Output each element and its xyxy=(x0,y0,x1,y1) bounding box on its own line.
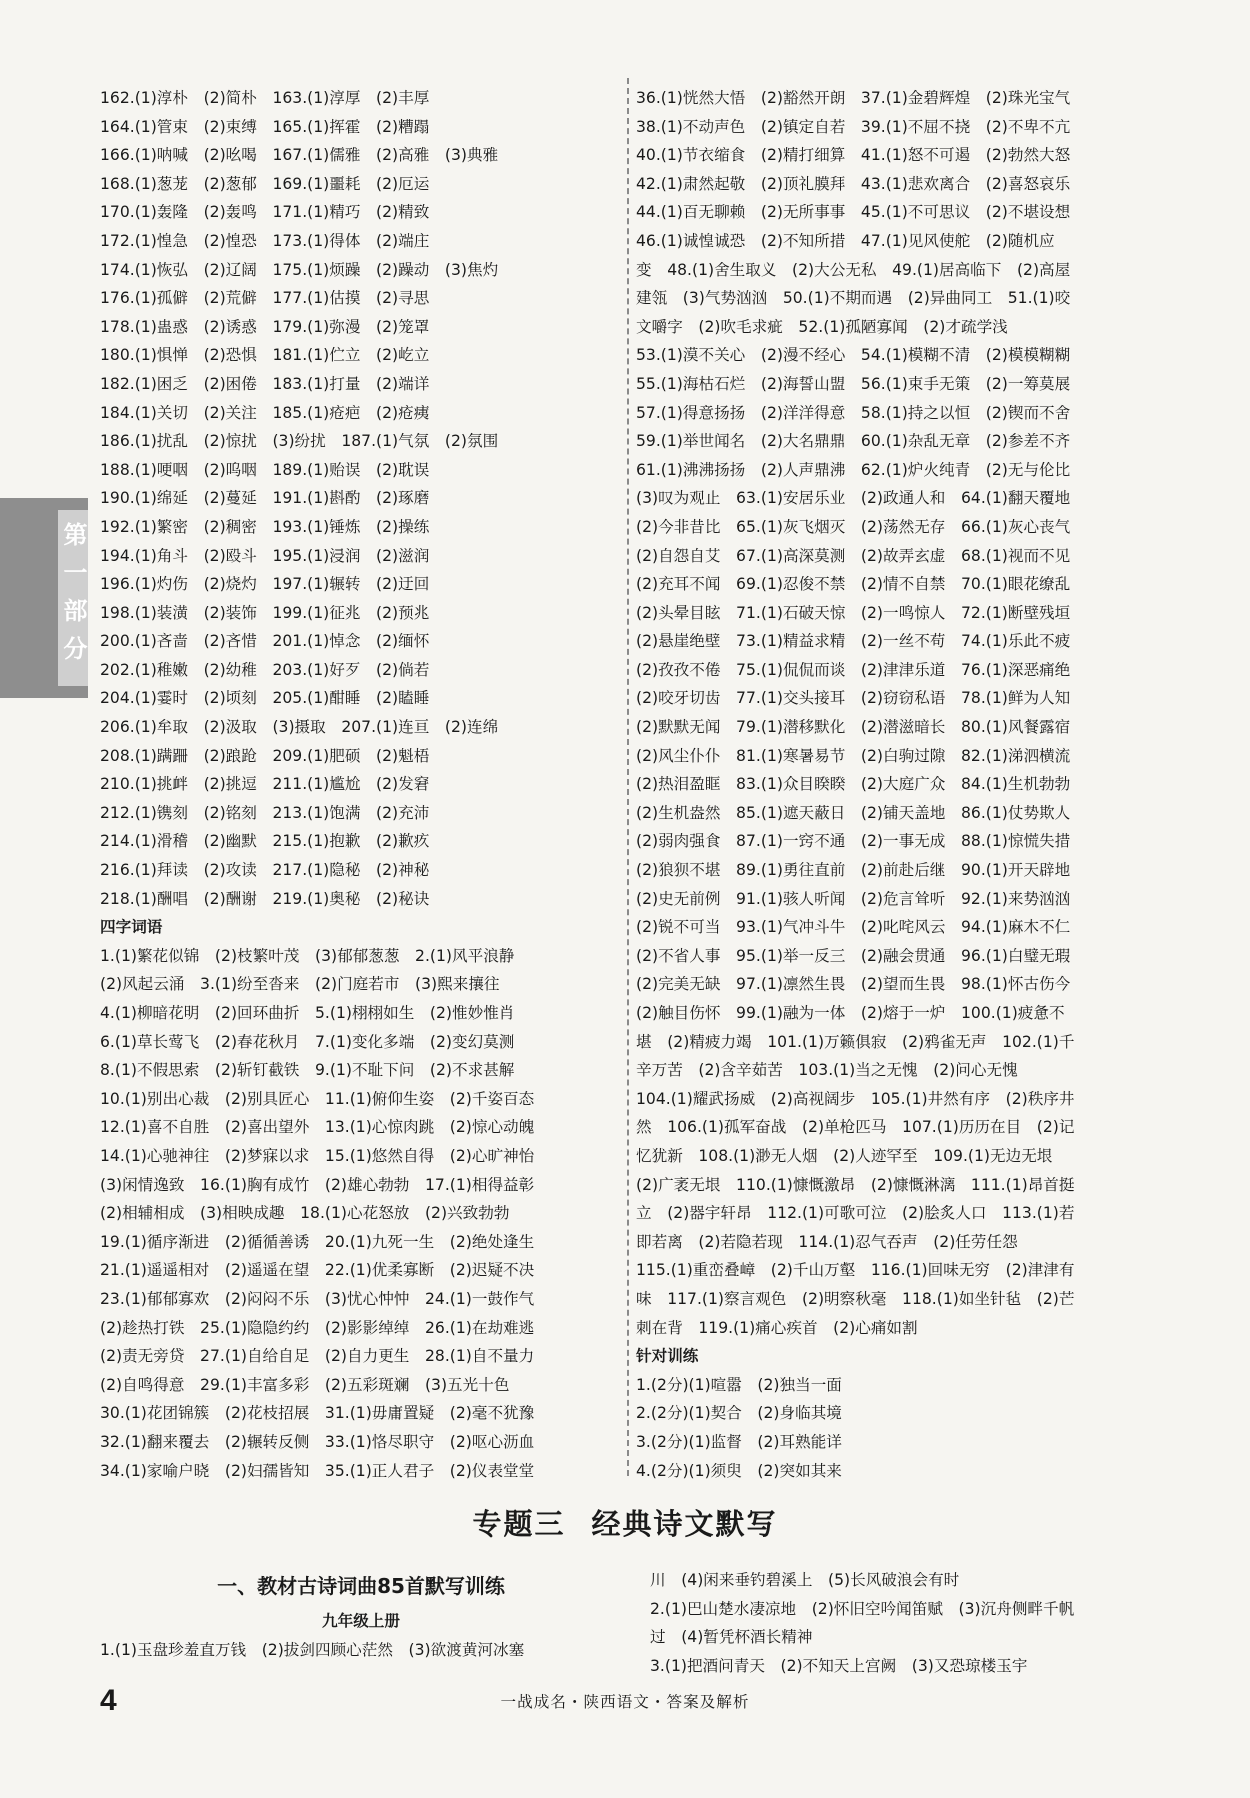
answer-line: 57.(1)得意扬扬 (2)洋洋得意 58.(1)持之以恒 (2)锲而不舍 xyxy=(636,403,1071,422)
idiom-answer-line: 4.(1)柳暗花明 (2)回环曲折 5.(1)栩栩如生 (2)惟妙惟肖 xyxy=(100,1004,515,1022)
answer-line: 192.(1)繁密 (2)稠密 193.(1)锤炼 (2)操练 xyxy=(100,517,430,536)
bottom-right-block xyxy=(650,1566,1150,1680)
answer-line: 建瓴 (3)气势汹汹 50.(1)不期而遇 (2)异曲同工 51.(1)咬 xyxy=(636,289,1071,308)
training-answer-line: 3.(2分)(1)监督 (2)耳熟能详 xyxy=(636,1432,842,1451)
answer-line: 变 48.(1)舍生取义 (2)大公无私 49.(1)居高临下 (2)高屋 xyxy=(636,260,1071,279)
column-divider xyxy=(627,78,629,1476)
idiom-answer-line: 14.(1)心驰神往 (2)梦寐以求 15.(1)悠然自得 (2)心旷神怡 xyxy=(100,1146,535,1165)
topic-text: 经典诗文默写 xyxy=(591,1507,778,1541)
answer-line: 180.(1)惧惮 (2)恐惧 181.(1)伫立 (2)屹立 xyxy=(100,346,430,365)
answer-line: (2)悬崖绝壁 73.(1)精益求精 (2)一丝不苟 74.(1)乐此不疲 xyxy=(636,632,1071,651)
answer-line: (2)生机盎然 85.(1)遮天蔽日 (2)铺天盖地 86.(1)仗势欺人 xyxy=(636,803,1071,822)
answer-line: 212.(1)镌刻 (2)铭刻 213.(1)饱满 (2)充沛 xyxy=(100,803,430,822)
answer-line: 196.(1)灼伤 (2)烧灼 197.(1)辗转 (2)迂回 xyxy=(100,575,430,594)
poetry-answer-line: 川 (4)闲来垂钓碧溪上 (5)长风破浪会有时 xyxy=(650,1571,960,1589)
answer-line: (2)孜孜不倦 75.(1)侃侃而谈 (2)津津乐道 76.(1)深恶痛绝 xyxy=(636,660,1071,679)
answer-line: (2)充耳不闻 69.(1)忍俊不禁 (2)情不自禁 70.(1)眼花缭乱 xyxy=(636,575,1071,594)
idiom-answer-line: (2)自鸣得意 29.(1)丰富多彩 (2)五彩斑斓 (3)五光十色 xyxy=(100,1375,510,1394)
answer-line: 46.(1)诚惶诚恐 (2)不知所措 47.(1)见风使舵 (2)随机应 xyxy=(636,231,1055,250)
answer-line: 208.(1)蹒跚 (2)踉跄 209.(1)肥硕 (2)魁梧 xyxy=(100,746,430,765)
answer-line: 104.(1)耀武扬威 (2)高视阔步 105.(1)井然有序 (2)秩序井 xyxy=(636,1089,1075,1108)
topic-title xyxy=(100,1496,1150,1552)
answer-line: 182.(1)困乏 (2)困倦 183.(1)打量 (2)端详 xyxy=(100,374,430,393)
idiom-answer-line: 1.(1)繁花似锦 (2)枝繁叶茂 (3)郁郁葱葱 2.(1)风平浪静 xyxy=(100,946,515,965)
answer-line: (2)自怨自艾 67.(1)高深莫测 (2)故弄玄虚 68.(1)视而不见 xyxy=(636,546,1071,565)
idiom-answer-line: 12.(1)喜不自胜 (2)喜出望外 13.(1)心惊肉跳 (2)惊心动魄 xyxy=(100,1118,535,1137)
answer-line: (2)广袤无垠 110.(1)慷慨激昂 (2)慷慨淋漓 111.(1)昂首挺 xyxy=(636,1175,1075,1194)
answer-line: 214.(1)滑稽 (2)幽默 215.(1)抱歉 (2)歉疚 xyxy=(100,832,430,851)
topic-label: 专题三 xyxy=(472,1507,566,1541)
answer-line: 44.(1)百无聊赖 (2)无所事事 45.(1)不可思议 (2)不堪设想 xyxy=(636,203,1071,222)
answer-line: 38.(1)不动声色 (2)镇定自若 39.(1)不屈不挠 (2)不卑不亢 xyxy=(636,117,1071,136)
answer-line: 206.(1)牟取 (2)汲取 (3)摄取 207.(1)连亘 (2)连绵 xyxy=(100,718,499,737)
idiom-answer-line: 8.(1)不假思索 (2)斩钉截铁 9.(1)不耻下问 (2)不求甚解 xyxy=(100,1061,515,1080)
answer-line: 53.(1)漠不关心 (2)漫不经心 54.(1)模糊不清 (2)模模糊糊 xyxy=(636,346,1071,365)
bottom-left-block xyxy=(100,1566,622,1665)
answer-line: 61.(1)沸沸扬扬 (2)人声鼎沸 62.(1)炉火纯青 (2)无与伦比 xyxy=(636,460,1071,479)
answer-line: (2)史无前例 91.(1)骇人听闻 (2)危言耸听 92.(1)来势汹汹 xyxy=(636,889,1071,908)
answer-line: (2)锐不可当 93.(1)气冲斗牛 (2)叱咤风云 94.(1)麻木不仁 xyxy=(636,918,1071,937)
idiom-answer-line: 21.(1)遥遥相对 (2)遥遥在望 22.(1)优柔寡断 (2)迟疑不决 xyxy=(100,1261,535,1280)
page-footer: 一战成名・陕西语文・答案及解析 xyxy=(500,1693,750,1711)
answer-line: 162.(1)淳朴 (2)简朴 163.(1)淳厚 (2)丰厚 xyxy=(100,89,430,107)
answer-line: 堪 (2)精疲力竭 101.(1)万籁俱寂 (2)鸦雀无声 102.(1)千 xyxy=(636,1032,1075,1051)
answer-line: 210.(1)挑衅 (2)挑逗 211.(1)尴尬 (2)发窘 xyxy=(100,775,430,794)
answer-line: 218.(1)酬唱 (2)酬谢 219.(1)奥秘 (2)秘诀 xyxy=(100,889,430,908)
answer-line: 194.(1)角斗 (2)殴斗 195.(1)浸润 (2)滋润 xyxy=(100,546,430,565)
answer-line: 味 117.(1)察言观色 (2)明察秋毫 118.(1)如坐针毡 (2)芒 xyxy=(636,1289,1075,1308)
answer-line: (2)触目伤怀 99.(1)融为一体 (2)熔于一炉 100.(1)疲惫不 xyxy=(636,1004,1065,1022)
poetry-answer-line: 3.(1)把酒问青天 (2)不知天上宫阙 (3)又恐琼楼玉宇 xyxy=(650,1656,1028,1675)
answer-line: 立 (2)器宇轩昂 112.(1)可歌可泣 (2)脍炙人口 113.(1)若 xyxy=(636,1204,1075,1223)
poetry-answer-line: 1.(1)玉盘珍羞直万钱 (2)拔剑四顾心茫然 (3)欲渡黄河冰塞 xyxy=(100,1641,525,1659)
answer-line: 170.(1)轰隆 (2)轰鸣 171.(1)精巧 (2)精致 xyxy=(100,203,430,222)
answer-line: 刺在背 119.(1)痛心疾首 (2)心痛如割 xyxy=(636,1318,918,1337)
answer-line: 然 106.(1)孤军奋战 (2)单枪匹马 107.(1)历历在目 (2)记 xyxy=(636,1118,1075,1137)
answer-line: 216.(1)拜读 (2)攻读 217.(1)隐秘 (2)神秘 xyxy=(100,861,430,880)
right-answer-column xyxy=(636,84,1151,1485)
answer-line: 176.(1)孤僻 (2)荒僻 177.(1)估摸 (2)寻思 xyxy=(100,289,430,308)
answer-line: 200.(1)吝啬 (2)吝惜 201.(1)悼念 (2)缅怀 xyxy=(100,632,430,651)
answer-line: (2)咬牙切齿 77.(1)交头接耳 (2)窃窃私语 78.(1)鲜为人知 xyxy=(636,689,1071,708)
poetry-answer-line: 2.(1)巴山楚水凄凉地 (2)怀旧空吟闻笛赋 (3)沉舟侧畔千帆 xyxy=(650,1599,1075,1618)
part-side-tab xyxy=(0,498,88,698)
page-number: 4 xyxy=(100,1684,117,1717)
idiom-answer-line: 23.(1)郁郁寡欢 (2)闷闷不乐 (3)忧心忡忡 24.(1)一鼓作气 xyxy=(100,1289,535,1308)
answer-line: (3)叹为观止 63.(1)安居乐业 (2)政通人和 64.(1)翻天覆地 xyxy=(636,489,1071,508)
answer-line: 188.(1)哽咽 (2)呜咽 189.(1)贻误 (2)耽误 xyxy=(100,460,430,479)
answer-line: 190.(1)绵延 (2)蔓延 191.(1)斟酌 (2)琢磨 xyxy=(100,489,430,508)
answer-line: 忆犹新 108.(1)渺无人烟 (2)人迹罕至 109.(1)无边无垠 xyxy=(636,1146,1053,1165)
idiom-answer-line: 34.(1)家喻户晓 (2)妇孺皆知 35.(1)正人君子 (2)仪表堂堂 xyxy=(100,1461,535,1480)
answer-line: 198.(1)装潢 (2)装饰 199.(1)征兆 (2)预兆 xyxy=(100,603,430,622)
idiom-answer-line: (2)风起云涌 3.(1)纷至沓来 (2)门庭若市 (3)熙来攘往 xyxy=(100,975,500,994)
answer-line: 174.(1)恢弘 (2)辽阔 175.(1)烦躁 (2)躁动 (3)焦灼 xyxy=(100,260,499,279)
idiom-answer-line: 30.(1)花团锦簇 (2)花枝招展 31.(1)毋庸置疑 (2)毫不犹豫 xyxy=(100,1404,535,1423)
answer-line: (2)热泪盈眶 83.(1)众目睽睽 (2)大庭广众 84.(1)生机勃勃 xyxy=(636,775,1071,794)
idiom-answer-line: 19.(1)循序渐进 (2)循循善诱 20.(1)九死一生 (2)绝处逢生 xyxy=(100,1232,535,1251)
idiom-answer-line: 6.(1)草长莺飞 (2)春花秋月 7.(1)变化多端 (2)变幻莫测 xyxy=(100,1032,515,1051)
answer-line: (2)完美无缺 97.(1)凛然生畏 (2)望而生畏 98.(1)怀古伤今 xyxy=(636,975,1071,994)
answer-line: 166.(1)呐喊 (2)吆喝 167.(1)儒雅 (2)高雅 (3)典雅 xyxy=(100,146,499,165)
part-side-tab-label: 第一部分 xyxy=(58,510,88,686)
poetry-answer-line: 过 (4)暂凭杯酒长精神 xyxy=(650,1628,813,1647)
idiom-answer-line: (2)相辅相成 (3)相映成趣 18.(1)心花怒放 (2)兴致勃勃 xyxy=(100,1204,510,1223)
answer-line: 164.(1)管束 (2)束缚 165.(1)挥霍 (2)糟蹋 xyxy=(100,117,430,136)
answer-line: 202.(1)稚嫩 (2)幼稚 203.(1)好歹 (2)倘若 xyxy=(100,660,430,679)
answer-line: (2)默默无闻 79.(1)潜移默化 (2)潜滋暗长 80.(1)风餐露宿 xyxy=(636,718,1071,737)
answer-line: 172.(1)惶急 (2)惶恐 173.(1)得体 (2)端庄 xyxy=(100,231,430,250)
answer-line: 55.(1)海枯石烂 (2)海誓山盟 56.(1)束手无策 (2)一筹莫展 xyxy=(636,374,1071,393)
section-heading-targeted-training: 针对训练 xyxy=(636,1347,699,1366)
answer-line: 115.(1)重峦叠嶂 (2)千山万壑 116.(1)回味无穷 (2)津津有 xyxy=(636,1261,1075,1280)
training-answer-line: 2.(2分)(1)契合 (2)身临其境 xyxy=(636,1404,842,1423)
training-answer-line: 4.(2分)(1)须臾 (2)突如其来 xyxy=(636,1461,842,1480)
answer-line: (2)风尘仆仆 81.(1)寒暑易节 (2)白驹过隙 82.(1)涕泗横流 xyxy=(636,746,1071,765)
answer-line: 文嚼字 (2)吹毛求疵 52.(1)孤陋寡闻 (2)才疏学浅 xyxy=(636,317,1008,336)
answer-line: 186.(1)扰乱 (2)惊扰 (3)纷扰 187.(1)气氛 (2)氛围 xyxy=(100,432,499,451)
poetry-training-subtitle: 一、教材古诗词曲85首默写训练 xyxy=(217,1574,505,1598)
answer-line: 即若离 (2)若隐若现 114.(1)忍气吞声 (2)任劳任怨 xyxy=(636,1232,1018,1251)
answer-line: 168.(1)葱茏 (2)葱郁 169.(1)噩耗 (2)厄运 xyxy=(100,174,430,193)
answer-line: 184.(1)关切 (2)关注 185.(1)疮疤 (2)疮痍 xyxy=(100,403,430,422)
idiom-answer-line: (2)趁热打铁 25.(1)隐隐约约 (2)影影绰绰 26.(1)在劫难逃 xyxy=(100,1318,535,1337)
idiom-answer-line: 32.(1)翻来覆去 (2)辗转反侧 33.(1)恪尽职守 (2)呕心沥血 xyxy=(100,1432,535,1451)
answer-line: 59.(1)举世闻名 (2)大名鼎鼎 60.(1)杂乱无章 (2)参差不齐 xyxy=(636,432,1071,451)
answer-line: (2)狼狈不堪 89.(1)勇往直前 (2)前赴后继 90.(1)开天辟地 xyxy=(636,861,1071,880)
answer-line: 36.(1)恍然大悟 (2)豁然开朗 37.(1)金碧辉煌 (2)珠光宝气 xyxy=(636,89,1071,107)
answer-line: 辛万苦 (2)含辛茹苦 103.(1)当之无愧 (2)问心无愧 xyxy=(636,1061,1018,1080)
answer-line: 178.(1)蛊惑 (2)诱惑 179.(1)弥漫 (2)笼罩 xyxy=(100,317,430,336)
answer-line: (2)不省人事 95.(1)举一反三 (2)融会贯通 96.(1)白璧无瑕 xyxy=(636,946,1071,965)
answer-line: (2)弱肉强食 87.(1)一窍不通 (2)一事无成 88.(1)惊慌失措 xyxy=(636,832,1071,851)
answer-line: 40.(1)节衣缩食 (2)精打细算 41.(1)怒不可遏 (2)勃然大怒 xyxy=(636,146,1071,165)
answer-line: 204.(1)霎时 (2)顷刻 205.(1)酣睡 (2)瞌睡 xyxy=(100,689,430,708)
answer-line: (2)头晕目眩 71.(1)石破天惊 (2)一鸣惊人 72.(1)断壁残垣 xyxy=(636,603,1071,622)
left-answer-column xyxy=(100,84,622,1485)
answer-line: (2)今非昔比 65.(1)灰飞烟灭 (2)荡然无存 66.(1)灰心丧气 xyxy=(636,517,1071,536)
idiom-answer-line: (2)责无旁贷 27.(1)自给自足 (2)自力更生 28.(1)自不量力 xyxy=(100,1347,535,1366)
grade-heading: 九年级上册 xyxy=(322,1612,400,1630)
idiom-answer-line: (3)闲情逸致 16.(1)胸有成竹 (2)雄心勃勃 17.(1)相得益彰 xyxy=(100,1175,535,1194)
section-heading-four-char-idioms: 四字词语 xyxy=(100,918,163,937)
idiom-answer-line: 10.(1)别出心裁 (2)别具匠心 11.(1)俯仰生姿 (2)千姿百态 xyxy=(100,1089,535,1108)
answer-line: 42.(1)肃然起敬 (2)顶礼膜拜 43.(1)悲欢离合 (2)喜怒哀乐 xyxy=(636,174,1071,193)
training-answer-line: 1.(2分)(1)喧嚣 (2)独当一面 xyxy=(636,1375,842,1394)
